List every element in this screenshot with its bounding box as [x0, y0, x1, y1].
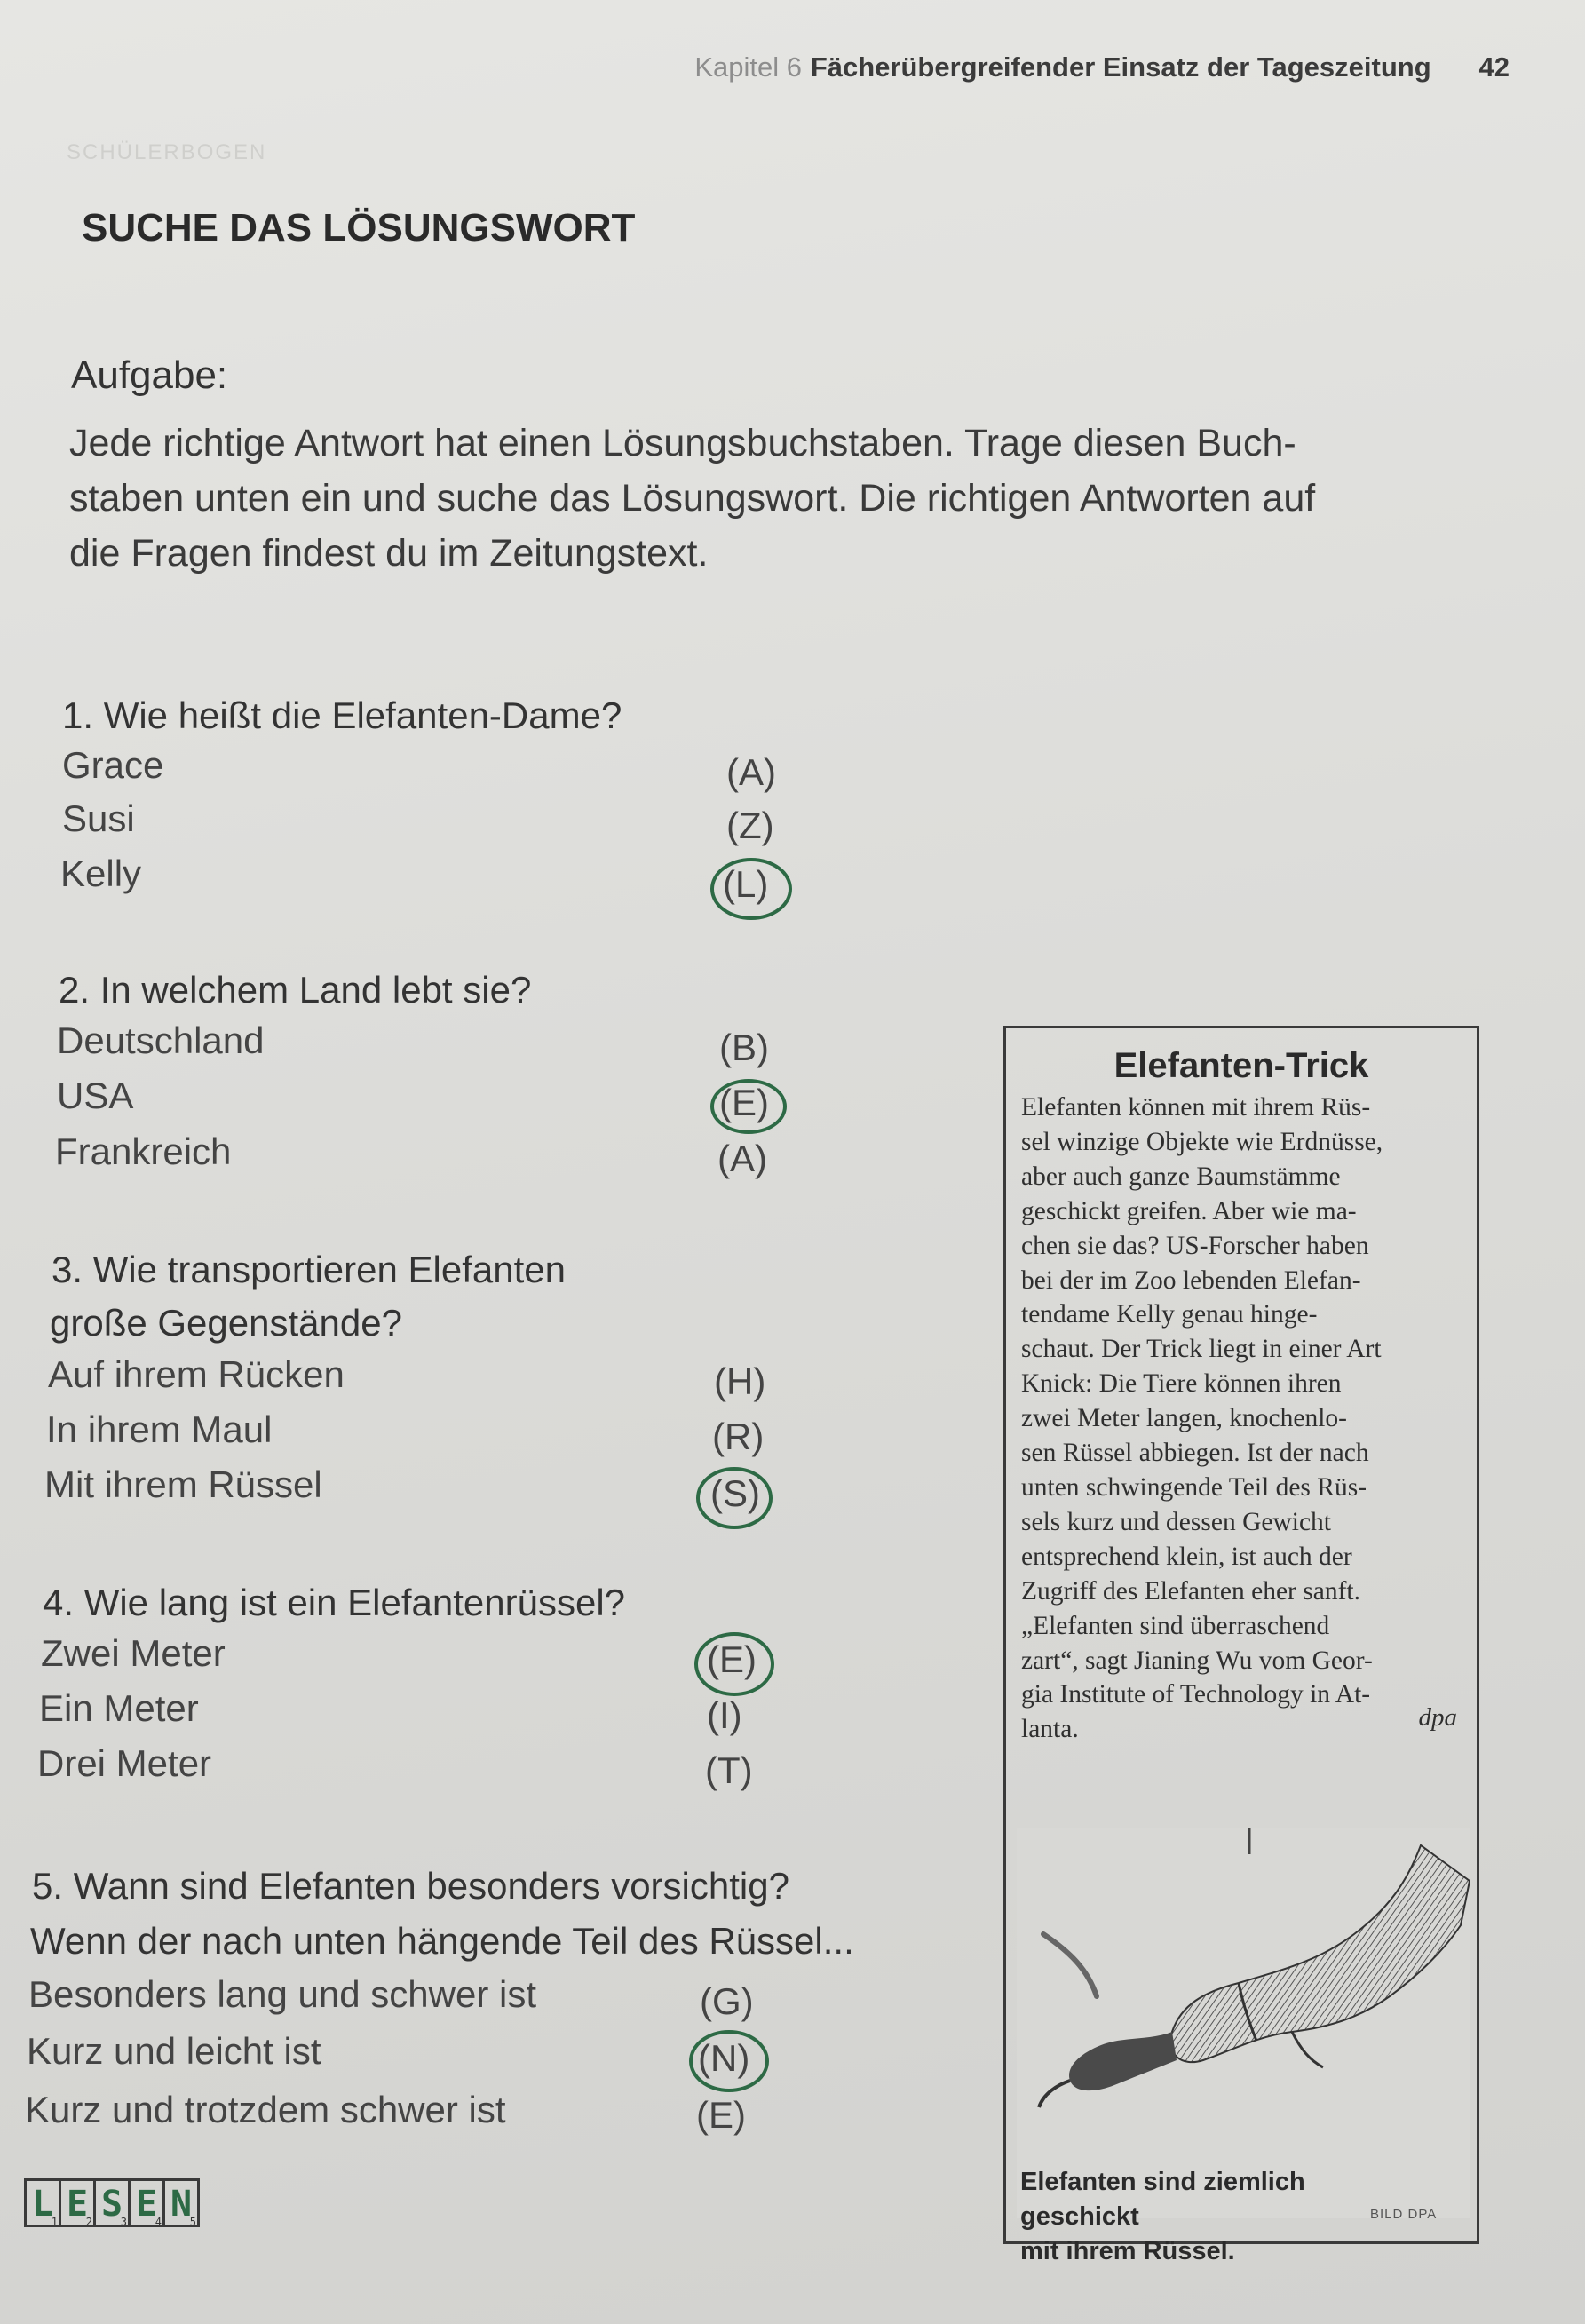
option-text: Grace: [62, 744, 164, 786]
question-3-line-1: 3. Wie transportieren Elefanten: [52, 1249, 566, 1290]
article-line: bei der im Zoo lebenden Elefan-: [1021, 1265, 1361, 1295]
option-letter: (B): [719, 1027, 769, 1068]
answer-letter: L: [31, 2184, 54, 2225]
article-line: sels kurz und dessen Gewicht: [1021, 1507, 1332, 1536]
option-letter: (Z): [726, 805, 774, 846]
option-letter: (E): [696, 2094, 746, 2136]
option-letter-correct: (L): [723, 863, 769, 905]
option-text: Besonders lang und schwer ist: [28, 1973, 536, 2015]
task-label: Aufgabe:: [71, 353, 228, 397]
option-text: Deutschland: [57, 1019, 265, 1061]
task-text: [69, 416, 1481, 581]
article-line: „Elefanten sind überraschend: [1021, 1611, 1330, 1640]
solution-word-boxes: [24, 2178, 197, 2227]
answer-circle-mark: [696, 1467, 773, 1529]
option-letter-correct: (S): [710, 1472, 760, 1514]
question-1: 1. Wie heißt die Elefanten-Dame?: [62, 694, 622, 736]
task-line: Jede richtige Antwort hat einen Lösungsbuchstaben. Trage diesen Buch-: [69, 422, 1296, 464]
article-title: Elefanten-Trick: [1113, 1046, 1369, 1085]
answer-letter: E: [135, 2184, 158, 2225]
answer-box[interactable]: [162, 2178, 200, 2227]
question-3-line-2: große Gegenstände?: [50, 1302, 402, 1344]
article-source: dpa: [1418, 1703, 1457, 1732]
answer-letter: E: [66, 2184, 89, 2225]
page-header: [622, 52, 1510, 83]
chapter-label: Kapitel 6: [694, 52, 802, 83]
option-letter: (I): [707, 1694, 742, 1736]
option-text: In ihrem Maul: [46, 1408, 273, 1450]
option-text: USA: [57, 1075, 134, 1116]
answer-letter: N: [170, 2184, 193, 2225]
question-2: 2. In welchem Land lebt sie?: [59, 969, 532, 1011]
article-line: sen Rüssel abbiegen. Ist der nach: [1021, 1439, 1369, 1468]
option-letter-correct: (E): [707, 1638, 757, 1680]
chapter-title: Fächerübergreifender Einsatz der Tageszeitung: [810, 52, 1431, 83]
article-line: Zugriff des Elefanten eher sanft.: [1021, 1576, 1360, 1606]
option-text: Kurz und leicht ist: [27, 2030, 321, 2072]
photo-credit: BILD DPA: [1370, 2207, 1438, 2222]
answer-box[interactable]: [93, 2178, 131, 2227]
option-text: Mit ihrem Rüssel: [44, 1463, 322, 1505]
article-line: zwei Meter langen, knochenlo-: [1021, 1404, 1347, 1433]
answer-box[interactable]: [24, 2178, 61, 2227]
article-line: lanta.: [1021, 1715, 1079, 1744]
option-text: Susi: [62, 797, 135, 839]
task-line: die Fragen findest du im Zeitungstext.: [69, 532, 709, 575]
question-4: 4. Wie lang ist ein Elefantenrüssel?: [43, 1582, 626, 1623]
option-letter: (T): [705, 1749, 753, 1791]
article-line: geschickt greifen. Aber wie ma-: [1021, 1196, 1357, 1225]
option-text: Auf ihrem Rücken: [48, 1353, 345, 1395]
box-number: 4: [155, 2216, 162, 2228]
answer-circle-mark: [694, 1632, 774, 1696]
question-5-line-2: Wenn der nach unten hängende Teil des Rüssel...: [30, 1920, 854, 1962]
box-number: 2: [85, 2216, 92, 2228]
caption-line: Elefanten sind ziemlich geschickt: [1020, 2168, 1305, 2231]
option-text: Drei Meter: [37, 1742, 212, 1784]
ghost-label: SCHÜLERBOGEN: [67, 140, 267, 164]
caption-line: mit ihrem Rüssel.: [1020, 2237, 1235, 2265]
article-line: sel winzige Objekte wie Erdnüsse,: [1021, 1127, 1383, 1156]
photo-caption: [1020, 2165, 1393, 2269]
option-letter: (R): [712, 1416, 765, 1457]
article-line: zart“, sagt Jianing Wu vom Geor-: [1021, 1646, 1373, 1675]
box-number: 3: [120, 2216, 127, 2228]
option-text: Kurz und trotzdem schwer ist: [25, 2089, 506, 2130]
option-letter: (A): [717, 1138, 767, 1179]
article-line: unten schwingende Teil des Rüs-: [1021, 1472, 1367, 1502]
answer-letter: S: [100, 2184, 123, 2225]
newspaper-article: [1003, 1026, 1479, 2265]
box-number: 5: [189, 2216, 196, 2228]
answer-box[interactable]: [59, 2178, 96, 2227]
answer-box[interactable]: [128, 2178, 165, 2227]
article-line: schaut. Der Trick liegt in einer Art: [1021, 1335, 1382, 1364]
option-letter: (A): [726, 751, 776, 793]
page-title: SUCHE DAS LÖSUNGSWORT: [82, 206, 636, 250]
article-line: tendame Kelly genau hinge-: [1021, 1300, 1318, 1329]
article-line: aber auch ganze Baumstämme: [1021, 1162, 1341, 1191]
article-line: gia Institute of Technology in At-: [1021, 1680, 1371, 1709]
option-letter-correct: (E): [719, 1082, 769, 1123]
option-letter: (G): [700, 1980, 754, 2022]
option-text: Kelly: [60, 853, 142, 894]
article-line: Elefanten können mit ihrem Rüs-: [1021, 1093, 1371, 1122]
option-letter: (H): [714, 1360, 766, 1402]
article-line: chen sie das? US-Forscher haben: [1021, 1231, 1369, 1260]
answer-circle-mark: [710, 1079, 787, 1134]
page-number: 42: [1478, 52, 1510, 83]
article-line: entsprechend klein, ist auch der: [1021, 1542, 1352, 1571]
answer-circle-mark: [710, 858, 792, 920]
article-line: Knick: Die Tiere können ihren: [1021, 1369, 1342, 1399]
option-text: Zwei Meter: [41, 1632, 226, 1674]
answer-circle-mark: [689, 2030, 769, 2092]
article-body: [1021, 1091, 1465, 1747]
box-number: 1: [51, 2216, 58, 2228]
option-text: Ein Meter: [39, 1687, 199, 1729]
question-5-line-1: 5. Wann sind Elefanten besonders vorsichtig?: [32, 1865, 789, 1907]
option-text: Frankreich: [55, 1130, 232, 1172]
option-letter-correct: (N): [698, 2037, 750, 2079]
task-line: staben unten ein und suche das Lösungswort. Die richtigen Antworten auf: [69, 477, 1316, 520]
